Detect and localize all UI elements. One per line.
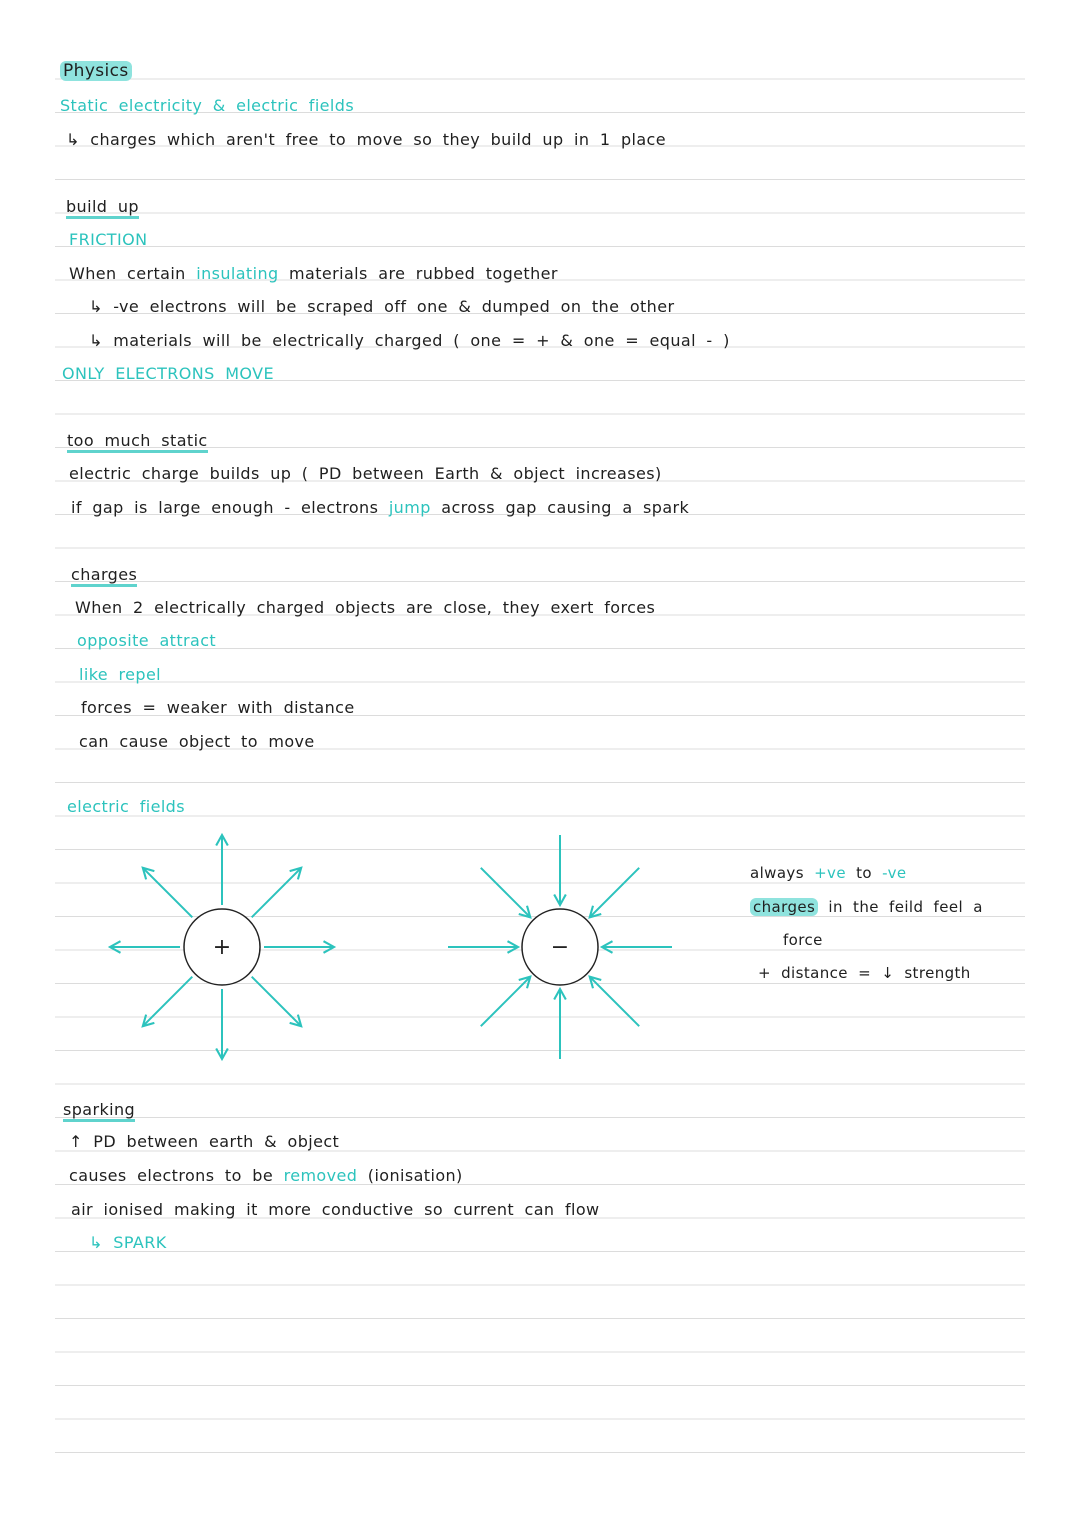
build-up-line-2: ↳ -ve electrons will be scraped off one & dumped on the other xyxy=(89,297,675,316)
field-arrow xyxy=(143,977,192,1026)
field-arrow xyxy=(481,977,530,1026)
charges-heading: charges xyxy=(71,565,137,585)
field-arrow xyxy=(481,868,530,917)
field-arrow xyxy=(590,868,639,917)
electric-field-diagram xyxy=(0,820,720,1080)
sparking-heading: sparking xyxy=(63,1100,135,1120)
field-arrow xyxy=(252,977,301,1026)
field-arrow xyxy=(143,868,192,917)
field-note-4: + distance = ↓ strength xyxy=(758,964,971,982)
static-line-2: if gap is large enough - electrons jump across gap causing a spark xyxy=(71,498,690,517)
build-up-heading: build up xyxy=(66,197,139,217)
can-cause-move: can cause object to move xyxy=(79,732,315,751)
field-note-3: force xyxy=(783,931,823,949)
field-arrow xyxy=(252,868,301,917)
topic-title: Static electricity & electric fields xyxy=(60,96,355,115)
sparking-line-2: causes electrons to be removed (ionisation) xyxy=(69,1166,463,1185)
charges-line-1: When 2 electrically charged objects are close, they exert forces xyxy=(75,598,656,617)
negative-symbol: − xyxy=(550,935,570,960)
opposite-attract: opposite attract xyxy=(77,631,217,650)
sparking-line-1: ↑ PD between earth & object xyxy=(69,1132,340,1151)
only-electrons-move: ONLY ELECTRONS MOVE xyxy=(62,364,274,383)
forces-weaker: forces = weaker with distance xyxy=(81,698,355,717)
positive-symbol: + xyxy=(212,935,232,960)
static-line-1: electric charge builds up ( PD between Earth & object increases) xyxy=(69,464,662,483)
build-up-line-3: ↳ materials will be electrically charged ( one = + & one = equal - ) xyxy=(89,331,730,350)
sparking-line-3: air ionised making it more conductive so current can flow xyxy=(71,1200,600,1219)
field-arrow xyxy=(590,977,639,1026)
friction-label: FRICTION xyxy=(69,230,148,249)
subject-title: Physics xyxy=(60,61,132,81)
field-note-2: charges in the feild feel a xyxy=(750,897,983,917)
like-repel: like repel xyxy=(79,665,162,684)
electric-fields-heading: electric fields xyxy=(67,797,185,816)
definition-line: ↳ charges which aren't free to move so they build up in 1 place xyxy=(66,130,666,149)
field-note-1: always +ve to -ve xyxy=(750,864,907,882)
spark-label: ↳ SPARK xyxy=(89,1233,167,1252)
build-up-line-1: When certain insulating materials are rubbed together xyxy=(69,264,558,283)
too-much-static-heading: too much static xyxy=(67,431,208,451)
